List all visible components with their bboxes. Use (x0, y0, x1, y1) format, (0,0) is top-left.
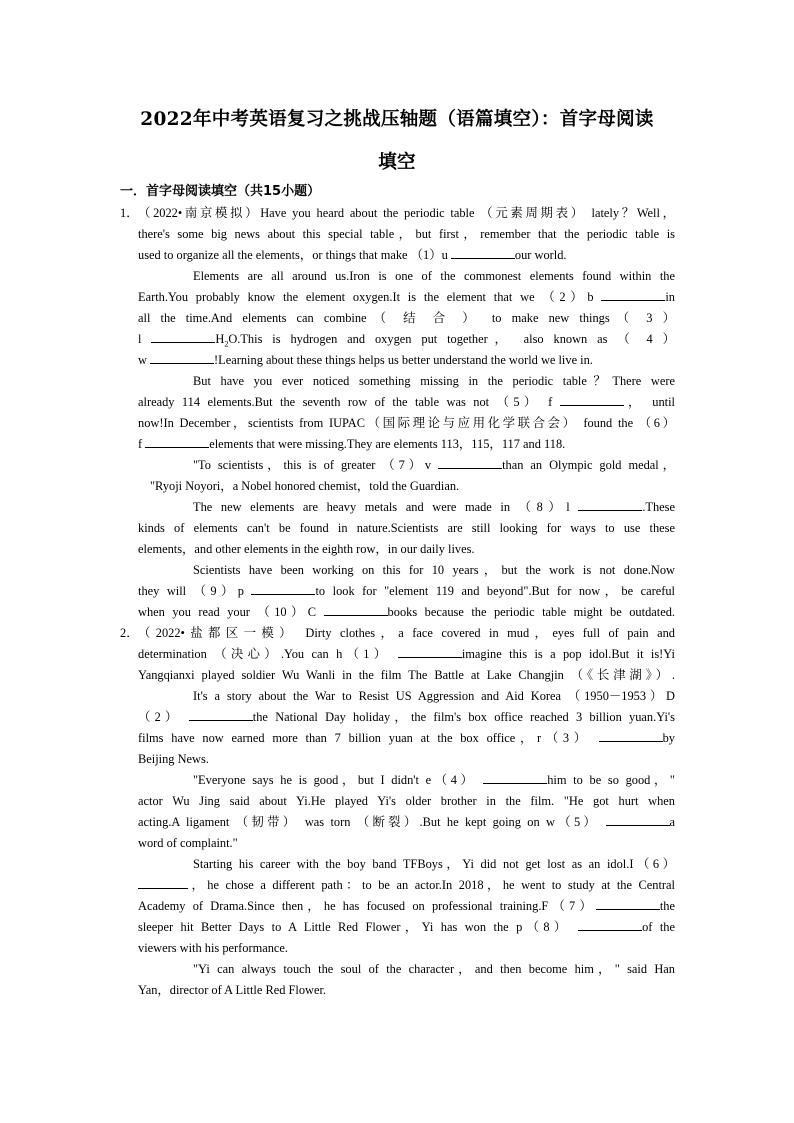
paragraph-line: （2022•南京模拟）Have you heard about the periodic table （元素周期表） lately？Well， (138, 206, 675, 220)
answer-blank[interactable] (560, 394, 624, 406)
answer-blank[interactable] (451, 247, 515, 259)
paragraph-line: Yan，director of A Little Red Flower. (138, 983, 327, 997)
answer-blank[interactable] (189, 709, 253, 721)
paragraph-line: It's a story about the War to Resist US Aggression and Aid Korea （1950－1953）D (193, 689, 675, 703)
paragraph-line: Earth.You probably know the element oxygen.It is the element that we （2）b in (138, 290, 675, 304)
answer-blank[interactable] (251, 583, 315, 595)
answer-blank[interactable] (483, 772, 547, 784)
answer-blank[interactable] (601, 289, 665, 301)
paragraph-line: when you read your （10）C books because the periodic table might be outdated. (138, 605, 675, 619)
paragraph-line: "Yi can always touch the soul of the character，and then become him，" said Han (193, 962, 675, 976)
paragraph-line: elements，and other elements in the eighth row，in our daily lives. (138, 542, 475, 556)
answer-blank[interactable] (596, 898, 660, 910)
answer-blank[interactable] (324, 604, 388, 616)
paragraph-line: f elements that were missing.They are elements 113，115，117 and 118. (138, 437, 566, 451)
paragraph-line: sleeper hit Better Days to A Little Red Flower，Yi has won the p（8） of the (138, 920, 675, 934)
paragraph-line: Academy of Drama.Since then，he has focused on professional training.F（7） the (138, 899, 675, 913)
paragraph-line: there's some big news about this special table，but first，remember that the periodic table is (138, 227, 675, 241)
answer-blank[interactable] (606, 814, 670, 826)
paragraph-line: Starting his career with the boy band TFBoys，Yi did not get lost as an idol.I（6） (193, 857, 675, 871)
paragraph-line: acting.A ligament （韧带） was torn （断裂）.But he kept going on w（5） a (138, 815, 675, 829)
answer-blank[interactable] (599, 730, 663, 742)
answer-blank[interactable] (438, 457, 502, 469)
question-number: 1． (120, 206, 139, 220)
paragraph-line: Elements are all around us.Iron is one of the commonest elements found within the (193, 269, 675, 283)
paragraph-line: Scientists have been working on this for 10 years，but the work is not done.Now (193, 563, 675, 577)
paragraph-line: w !Learning about these things helps us better understand the world we live in. (138, 353, 593, 367)
answer-blank[interactable] (578, 919, 642, 931)
paragraph-line: （2） the National Day holiday，the film's box office reached 3 billion yuan.Yi's (138, 710, 675, 724)
page-title: 2022年中考英语复习之挑战压轴题（语篇填空）：首字母阅读 (140, 109, 654, 130)
page-title-continued: 填空 (378, 152, 416, 173)
answer-blank[interactable] (150, 352, 214, 364)
paragraph-line: But have you ever noticed something missing in the periodic table？There were (193, 374, 675, 388)
answer-blank[interactable] (578, 499, 642, 511)
answer-blank[interactable] (138, 877, 188, 889)
question-number: 2． (120, 626, 139, 640)
paragraph-line: kinds of elements can't be found in nature.Scientists are still looking for ways to use these (138, 521, 675, 535)
paragraph-line: The new elements are heavy metals and were made in （8）l .These (193, 500, 675, 514)
paragraph-line: （2022•盐都区一模） Dirty clothes，a face covered in mud，eyes full of pain and (138, 626, 675, 640)
paragraph-line: already 114 elements.But the seventh row of the table was not （5） f ， until (138, 395, 675, 409)
paragraph-line: used to organize all the elements，or things that make （1）u our world. (138, 248, 567, 262)
paragraph-line: actor Wu Jing said about Yi.He played Yi's older brother in the film. "He got hurt when (138, 794, 675, 808)
paragraph-line: l $H_2O.This$ is hydrogen and oxygen put together， also known as （ 4 ） (138, 332, 675, 349)
paragraph-line: determination （决心）.You can h（1） imagine this is a pop idol.But it is!Yi (138, 647, 675, 661)
paragraph-line: "To scientists，this is of greater （7）v than an Olympic gold medal， (193, 458, 675, 472)
paragraph-line: word of complaint." (138, 836, 238, 850)
paragraph-line: ，he chose a different path：to be an actor.In 2018，he went to study at the Central (138, 877, 675, 893)
paragraph-line: now!In December，scientists from IUPAC（国际理论与应用化学联合会） found the （6） (138, 416, 675, 430)
answer-blank[interactable] (151, 331, 215, 343)
paragraph-line: they will （9）p to look for "element 119 and beyond".But for now，be careful (138, 584, 675, 598)
paragraph-line: Yangqianxi played soldier Wu Wanli in the film The Battle at Lake Changjin （《长津湖》）. (138, 668, 675, 682)
paragraph-line: "Everyone says he is good，but I didn't e（4） him to be so good，" (193, 773, 675, 787)
paragraph-line: all the time.And elements can combine（ 结 合 ） to make new things（ 3 ） (138, 311, 675, 325)
paragraph-line: "Ryoji Noyori，a Nobel honored chemist，told the Guardian. (150, 479, 460, 493)
section-heading: 一．首字母阅读填空（共15小题） (120, 184, 321, 199)
paragraph-line: viewers with his performance. (138, 941, 289, 955)
answer-blank[interactable] (145, 436, 209, 448)
paragraph-line: films have now earned more than 7 billion yuan at the box office，r（3） by (138, 731, 675, 745)
paragraph-line: Beijing News. (138, 752, 209, 766)
answer-blank[interactable] (398, 646, 462, 658)
